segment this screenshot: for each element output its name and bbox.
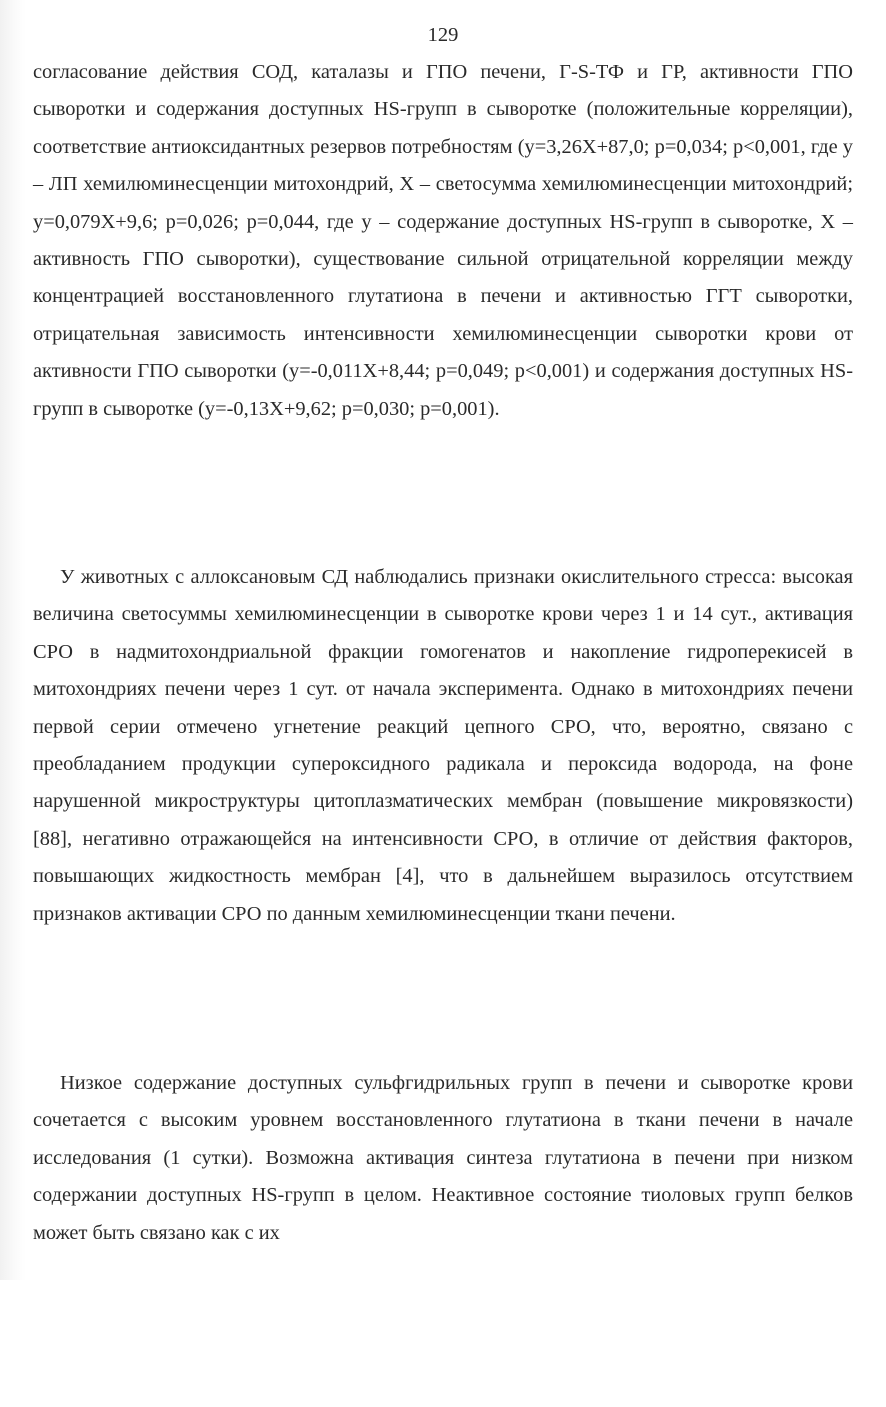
paragraph-1: согласование действия СОД, каталазы и ГПО печени, Г-S-ТФ и ГР, активности ГПО сыворотки и содержания доступных HS-групп в сыворотке (положительные корреляции), соответствие антиоксидантных резервов потребностям (у=3,26Х+87,0; р=0,034; р<0,001, где у – ЛП хемилюминесценции митохондрий, Х – светосумма хемилюминесценции митохондрий; у=0,079Х+9,6; р=0,026; р=0,044, где у – содержание доступных HS-групп в сыворотке, Х – активность ГПО сыворотки), существование сильной отрицательной корреляции между концентрацией восстановленного глутатиона в печени и активностью ГГТ сыворотки, отрицательная зависимость интенсивности хемилюминесценции сыворотки крови от активности ГПО сыворотки (у=-0,011Х+8,44; р=0,049; р<0,001) и содержания доступных HS-групп в сыворотке (у=-0,13Х+9,62; р=0,030; р=0,001). <box>33 61 853 420</box>
page-number: 129 <box>427 24 459 46</box>
paragraph-2: У животных с аллоксановым СД наблюдались признаки окислительного стресса: высокая величина светосуммы хемилюминесценции в сыворотке крови через 1 и 14 сут., активация СРО в надмитохондриальной фракции гомогенатов и накопление гидроперекисей в митохондриях печени через 1 сут. от начала эксперимента. Однако в митохондриях печени первой серии отмечено угнетение реакций цепного СРО, что, вероятно, связано с преобладанием продукции супероксидного радикала и пероксида водорода, на фоне нарушенной микроструктуры цитоплазматических мембран (повышение микровязкости) [88], негативно отражающейся на интенсивности СРО, в отличие от действия факторов, повышающих жидкостность мембран [4], что в дальнейшем выразилось отсутствием признаков активации СРО по данным хемилюминесценции ткани печени. <box>33 566 853 925</box>
paragraph-3: Низкое содержание доступных сульфгидрильных групп в печени и сыворотке крови сочетается с высоким уровнем восстановленного глутатиона в ткани печени в начале исследования (1 сутки). Возможна активация синтеза глутатиона в печени при низком содержании доступных HS-групп в целом. Неактивное состояние тиоловых групп белков может быть связано как с их <box>33 1072 853 1244</box>
scan-shadow-edge <box>0 0 26 1280</box>
